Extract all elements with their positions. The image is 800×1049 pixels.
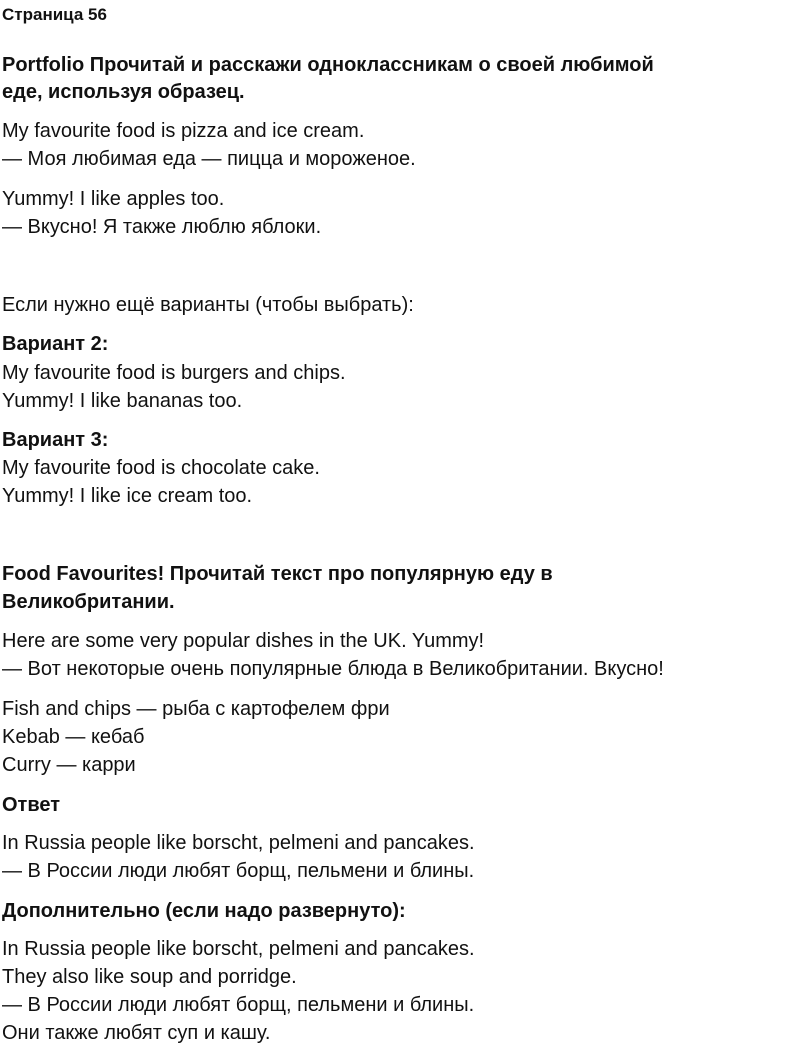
- dish-fish-and-chips: Fish and chips — рыба с картофелем фри: [2, 698, 390, 720]
- variant3-line-1: My favourite food is chocolate cake.: [2, 457, 320, 479]
- example1-russian: — Моя любимая еда — пицца и мороженое.: [2, 148, 416, 170]
- variant2-line-2: Yummy! I like bananas too.: [2, 390, 243, 412]
- variant3-line-2: Yummy! I like ice cream too.: [2, 485, 253, 507]
- food-favourites-heading-line-2: Великобритании.: [2, 591, 175, 613]
- intro-english: Here are some very popular dishes in the UK. Yummy!: [2, 630, 485, 652]
- variant2-title: Вариант 2:: [2, 333, 109, 355]
- answer-title: Ответ: [2, 794, 61, 816]
- answer-russian: — В России люди любят борщ, пельмени и блины.: [2, 860, 475, 882]
- intro-russian: — Вот некоторые очень популярные блюда в Великобритании. Вкусно!: [2, 658, 664, 680]
- portfolio-heading-line-1: Portfolio Прочитай и расскажи одноклассникам о своей любимой: [2, 54, 654, 76]
- extra-answer-line-1: In Russia people like borscht, pelmeni and pancakes.: [2, 938, 475, 960]
- dish-kebab: Kebab — кебаб: [2, 726, 145, 748]
- example2-english: Yummy! I like apples too.: [2, 188, 225, 210]
- extra-answer-line-4: Они также любят суп и кашу.: [2, 1022, 271, 1044]
- extra-answer-line-3: — В России люди любят борщ, пельмени и блины.: [2, 994, 475, 1016]
- portfolio-heading-line-2: еде, используя образец.: [2, 81, 245, 103]
- extra-answer-title: Дополнительно (если надо развернуто):: [2, 900, 406, 922]
- variant3-title: Вариант 3:: [2, 429, 109, 451]
- more-variants-text: Если нужно ещё варианты (чтобы выбрать):: [2, 294, 414, 316]
- dish-curry: Curry — карри: [2, 754, 136, 776]
- example2-russian: — Вкусно! Я также люблю яблоки.: [2, 216, 322, 238]
- answer-english: In Russia people like borscht, pelmeni and pancakes.: [2, 832, 475, 854]
- extra-answer-line-2: They also like soup and porridge.: [2, 966, 297, 988]
- food-favourites-heading-line-1: Food Favourites! Прочитай текст про популярную еду в: [2, 563, 553, 585]
- example1-english: My favourite food is pizza and ice cream.: [2, 120, 365, 142]
- variant2-line-1: My favourite food is burgers and chips.: [2, 362, 346, 384]
- page-number: Страница 56: [2, 5, 107, 24]
